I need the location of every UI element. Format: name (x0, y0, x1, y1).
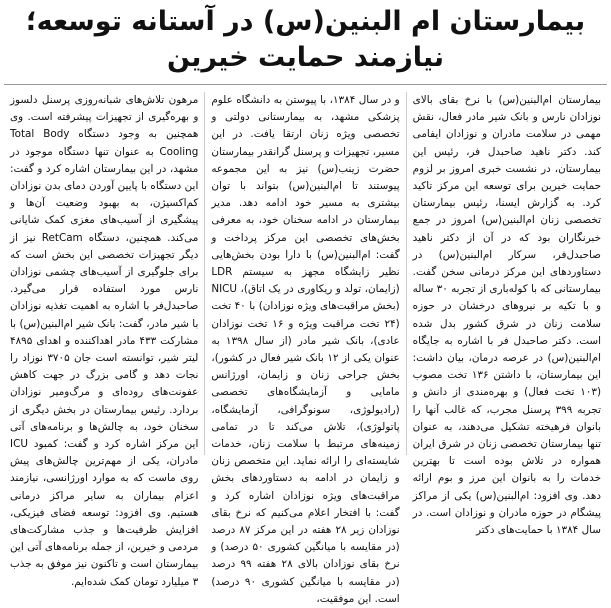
article-body (4, 92, 607, 605)
body-column-middle: و در سال ۱۳۸۴، با پیوستن به دانشگاه علوم پزشکی مشهد، به بیمارستانی دولتی و تخصصی ویژه زنان ارتقا یافت. در این مسیر، تجهیزات و پرسنل گرانقدر بیمارستان حضرت زینب(س) نیز به این مجموعه پیوستند تا ام‌البنین(س) بتواند با توان بیشتری به مسیر خود ادامه دهد. مدیر بیمارستان در ادامه سخنان خود، به معرفی بخش‌های تخصصی این مرکز پرداخت و گفت: ام‌البنین(س) با دارا بودن بخش‌هایی نظیر زایشگاه مجهز به سیستم LDR (زایمان، تولد و ریکاوری در یک اتاق)، NICU (بخش مراقبت‌های ویژه نوزادان) با ۴۰ تخت (۲۴ تخت مراقبت ویژه و ۱۶ تخت نوزادان عادی)، بانک شیر مادر (از سال ۱۳۹۸ به عنوان یکی از ۱۲ بانک شیر فعال در کشور)، بخش جراحی زنان و زایمان، اورژانس مامایی و آزمایشگاه‌های تخصصی (رادیولوژی، سونوگرافی، آزمایشگاه، پاتولوژی)، تلاش می‌کند تا در تمامی زمینه‌های مرتبط با سلامت زنان، خدمات شایسته‌ای را ارائه نماید. این متخصص زنان و زایمان در ادامه به دستاوردهای بخش مراقبت‌های ویژه نوزادان اشاره کرد و گفت: با افتخار اعلام می‌کنیم که نرخ بقای نوزادان زیر ۲۸ هفته در این مرکز ۸۷ درصد (در مقایسه با میانگین کشوری ۵۰ درصد) و نرخ بقای نوزادان بالای ۲۸ هفته ۹۹ درصد (در مقایسه با میانگین کشوری ۹۰ درصد) است. این موفقیت، (205, 92, 406, 455)
body-column-left: مرهون تلاش‌های شبانه‌روزی پرسنل دلسوز و بهره‌گیری از تجهیزات پیشرفته است. وی همچنین به وجود دستگاه Total Body Cooling به عنوان تنها دستگاه موجود در مشهد، در این بیمارستان اشاره کرد و گفت: این دستگاه با پایین آوردن دمای بدن نوزادان کم‌اکسیژن، به بهبود وضعیت آن‌ها و پیشگیری از آسیب‌های مغزی کمک شایانی می‌کند. همچنین، دستگاه RetCam نیز از دیگر تجهیزات تخصصی این بخش است که برای جلوگیری از آسیب‌های چشمی نوزادان نارس مورد استفاده قرار می‌گیرد. صاحبدل‌فر با اشاره به اهمیت تغذیه نوزادان با شیر مادر، گفت: بانک شیر ام‌البنین(س) با مشارکت ۴۳۳ مادر اهداکننده و اهدای ۴۸۹۵ لیتر شیر، توانسته است جان ۳۷۰۵ نوزاد را نجات دهد و گامی بزرگ در جهت کاهش عفونت‌های روده‌ای و مرگ‌ومیر نوزادان بردارد. رئیس بیمارستان در بخش دیگری از سخنان خود، به چالش‌ها و برنامه‌های آتی این مرکز اشاره کرد و گفت: کمبود ICU مادران، یکی از مهم‌ترین چالش‌های پیش روی ماست که به موارد اورژانسی، نیازمند اعزام بیماران به سایر مراکز درمانی هستیم. وی افزود: توسعه فضای فیزیکی، افزایش ظرفیت‌ها و جذب مشارکت‌های مردمی و خیرین، از جمله برنامه‌های آتی این بیمارستان است و تاکنون نیز موفق به جذب ۳ میلیارد تومان کمک شده‌ایم. (4, 92, 205, 455)
headline-line-1: بیمارستان ام البنین(س) در آستانه توسعه؛ (25, 6, 586, 37)
headline-divider (4, 84, 607, 85)
body-column-right: بیمارستان ام‌البنین(س) با نرخ بقای بالای نوزادان نارس و بانک شیر مادر فعال، نقش مهمی در سلامت مادران و نوزادان ایفامی کند. دکتر ناهید صاحبدل فر، رئیس این بیمارستان، در نشست خبری امروز بر لزوم حمایت خیرین برای توسعه این مرکز تاکید کرد. به گزارش ایسنا، رئیس بیمارستان تخصصی زنان ام‌البنین(س) امروز در جمع خبرنگاران بود که در آن از دکتر ناهید صاحبدل‌فر، سرکار ام‌البنین(س) در دستاوردهای این مرکز درمانی سخن گفت. بیمارستانی که با کوله‌باری از تجربه ۳۰ ساله و با تکیه بر نیروهای درخشان در حوزه سلامت زنان در شرق کشور بدل شده است. دکتر صاحبدل فر با اشاره به جایگاه ام‌البنین(س) در عرصه درمان، بیان داشت: این بیمارستان، با داشتن ۱۳۶ تخت مصوب (۱۰۳ تخت فعال) و بهره‌مندی از دانش و تجربه ۳۹۹ پرسنل مجرب، که غالب آنها را بانوان فرهیخته تشکیل می‌دهند، به عنوان تنها بیمارستان تخصصی زنان در شرق ایران همواره در تلاش بوده است تا بهترین خدمات را به بانوان این مرز و بوم ارائه دهد. وی افزود: ام‌البنین(س) یکی از مراکز پیشگام در حوزه مادران و نوزادان است. در سال ۱۳۸۴ با حمایت‌های دکتر (412, 94, 601, 537)
headline-line-2: نیازمند حمایت خیرین (166, 42, 445, 73)
article-headline (6, 4, 605, 76)
